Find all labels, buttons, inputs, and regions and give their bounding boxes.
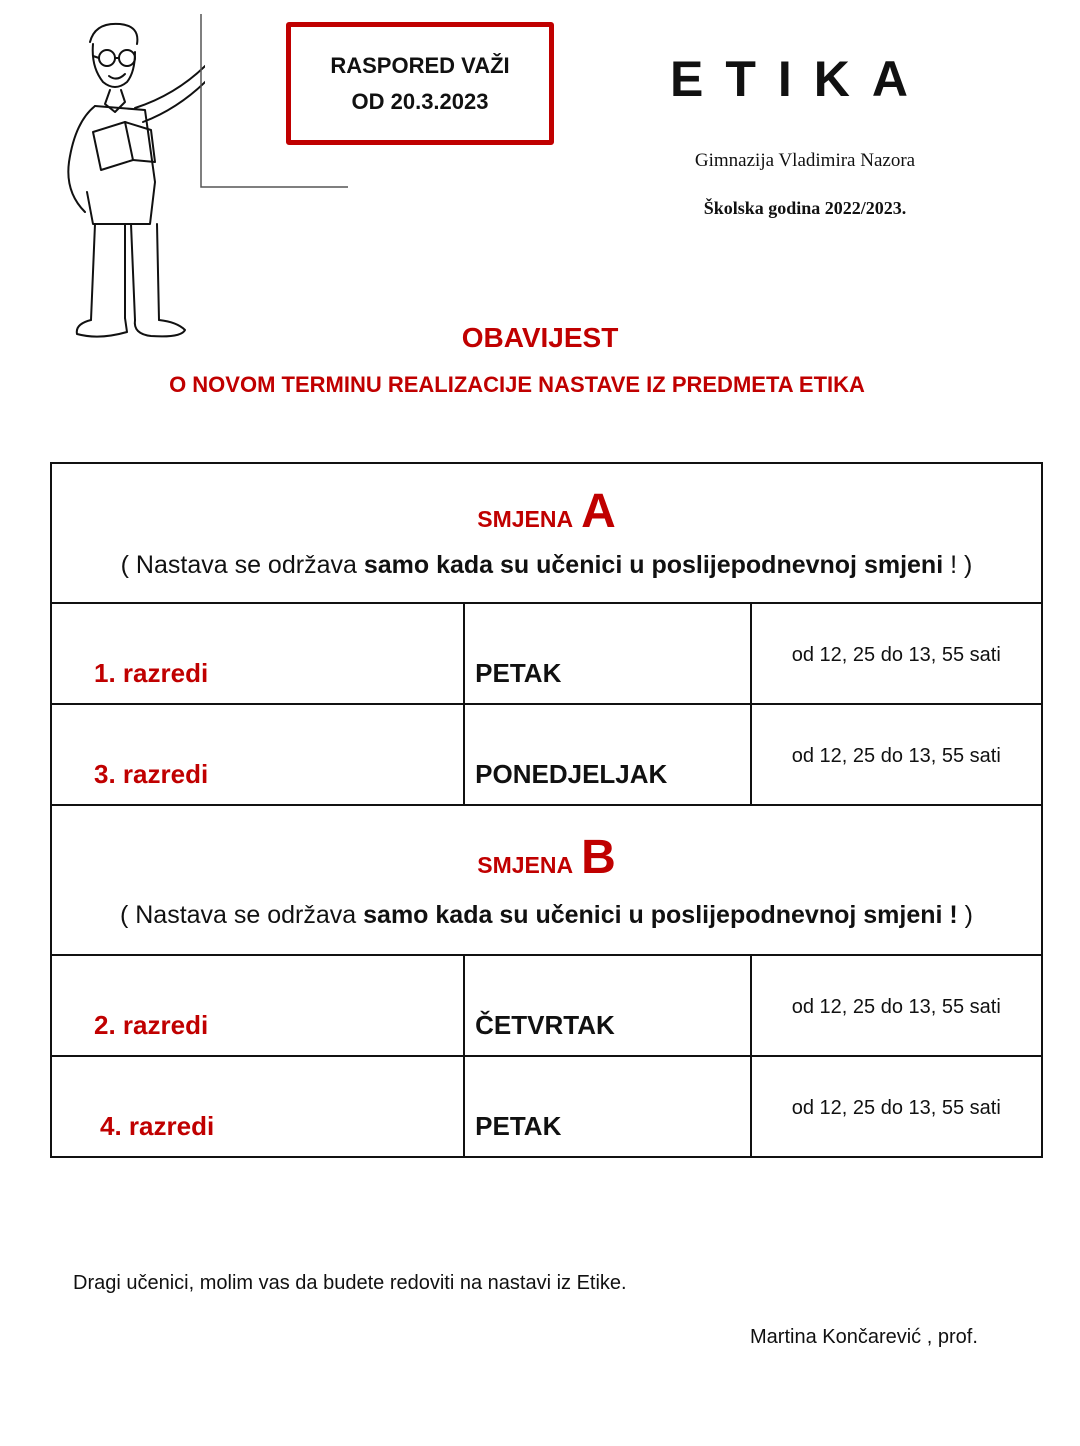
subject-title: ETIKA	[670, 51, 930, 107]
day-label: PETAK	[475, 1111, 562, 1141]
shift-b-header	[51, 805, 1042, 955]
shift-header-row	[51, 463, 1042, 603]
stamp-line-2: OD 20.3.2023	[351, 88, 489, 114]
time-label: od 12, 25 do 13, 55 sati	[791, 1097, 1001, 1119]
time-label: od 12, 25 do 13, 55 sati	[791, 644, 1001, 666]
time-cell	[751, 1056, 1042, 1157]
time-cell	[751, 704, 1042, 805]
day-cell	[464, 704, 750, 805]
table-row	[51, 1056, 1042, 1157]
day-label: ČETVRTAK	[475, 1010, 615, 1040]
shift-b-note-prefix: ( Nastava se održava	[119, 901, 364, 929]
closing-message: Dragi učenici, molim vas da budete redoviti na nastavi iz Etike.	[73, 1272, 627, 1294]
stamp-line-1: RASPORED VAŽI	[330, 52, 510, 78]
shift-b-note-bold: samo kada su učenici u poslijepodnevnoj smjeni !	[363, 901, 958, 929]
grade-cell	[51, 955, 464, 1056]
time-label: od 12, 25 do 13, 55 sati	[791, 745, 1001, 767]
schedule-validity-stamp	[286, 22, 554, 145]
day-label: PETAK	[475, 658, 562, 688]
shift-a-note-bold: samo kada su učenici u poslijepodnevnoj smjeni	[363, 551, 944, 579]
signature: Martina Končarević , prof.	[750, 1326, 978, 1348]
shift-a-letter: A	[581, 485, 616, 538]
shift-a-label-line	[52, 484, 1041, 539]
time-label: od 12, 25 do 13, 55 sati	[791, 996, 1001, 1018]
grade-label: 2. razredi	[94, 1010, 209, 1040]
grade-label: 4. razredi	[100, 1111, 215, 1141]
day-cell	[464, 955, 750, 1056]
grade-cell	[51, 1056, 464, 1157]
table-row	[51, 603, 1042, 704]
teacher-illustration	[55, 12, 205, 347]
shift-a-note	[52, 551, 1041, 580]
shift-a-header	[51, 463, 1042, 603]
grade-label: 1. razredi	[94, 658, 209, 688]
shift-b-label-line	[52, 830, 1041, 885]
shift-a-note-prefix: ( Nastava se održava	[120, 551, 364, 579]
shift-b-note	[52, 901, 1041, 930]
notice-title: OBAVIJEST	[461, 322, 619, 353]
shift-b-letter: B	[581, 831, 616, 884]
school-name: Gimnazija Vladimira Nazora	[694, 150, 916, 171]
grade-label: 3. razredi	[94, 759, 209, 789]
grade-cell	[51, 603, 464, 704]
day-cell	[464, 1056, 750, 1157]
shift-a-note-suffix: ! )	[943, 551, 973, 579]
school-year: Školska godina 2022/2023.	[703, 198, 907, 218]
time-cell	[751, 603, 1042, 704]
time-cell	[751, 955, 1042, 1056]
day-label: PONEDJELJAK	[475, 759, 668, 789]
table-row	[51, 955, 1042, 1056]
shift-header-row	[51, 805, 1042, 955]
grade-cell	[51, 704, 464, 805]
table-row	[51, 704, 1042, 805]
shift-a-label: SMJENA	[477, 506, 574, 532]
day-cell	[464, 603, 750, 704]
shift-b-note-suffix: )	[957, 901, 974, 929]
shift-b-label: SMJENA	[477, 852, 574, 878]
schedule-table	[50, 462, 1043, 1158]
notice-subtitle: O NOVOM TERMINU REALIZACIJE NASTAVE IZ PREDMETA ETIKA	[169, 372, 865, 397]
